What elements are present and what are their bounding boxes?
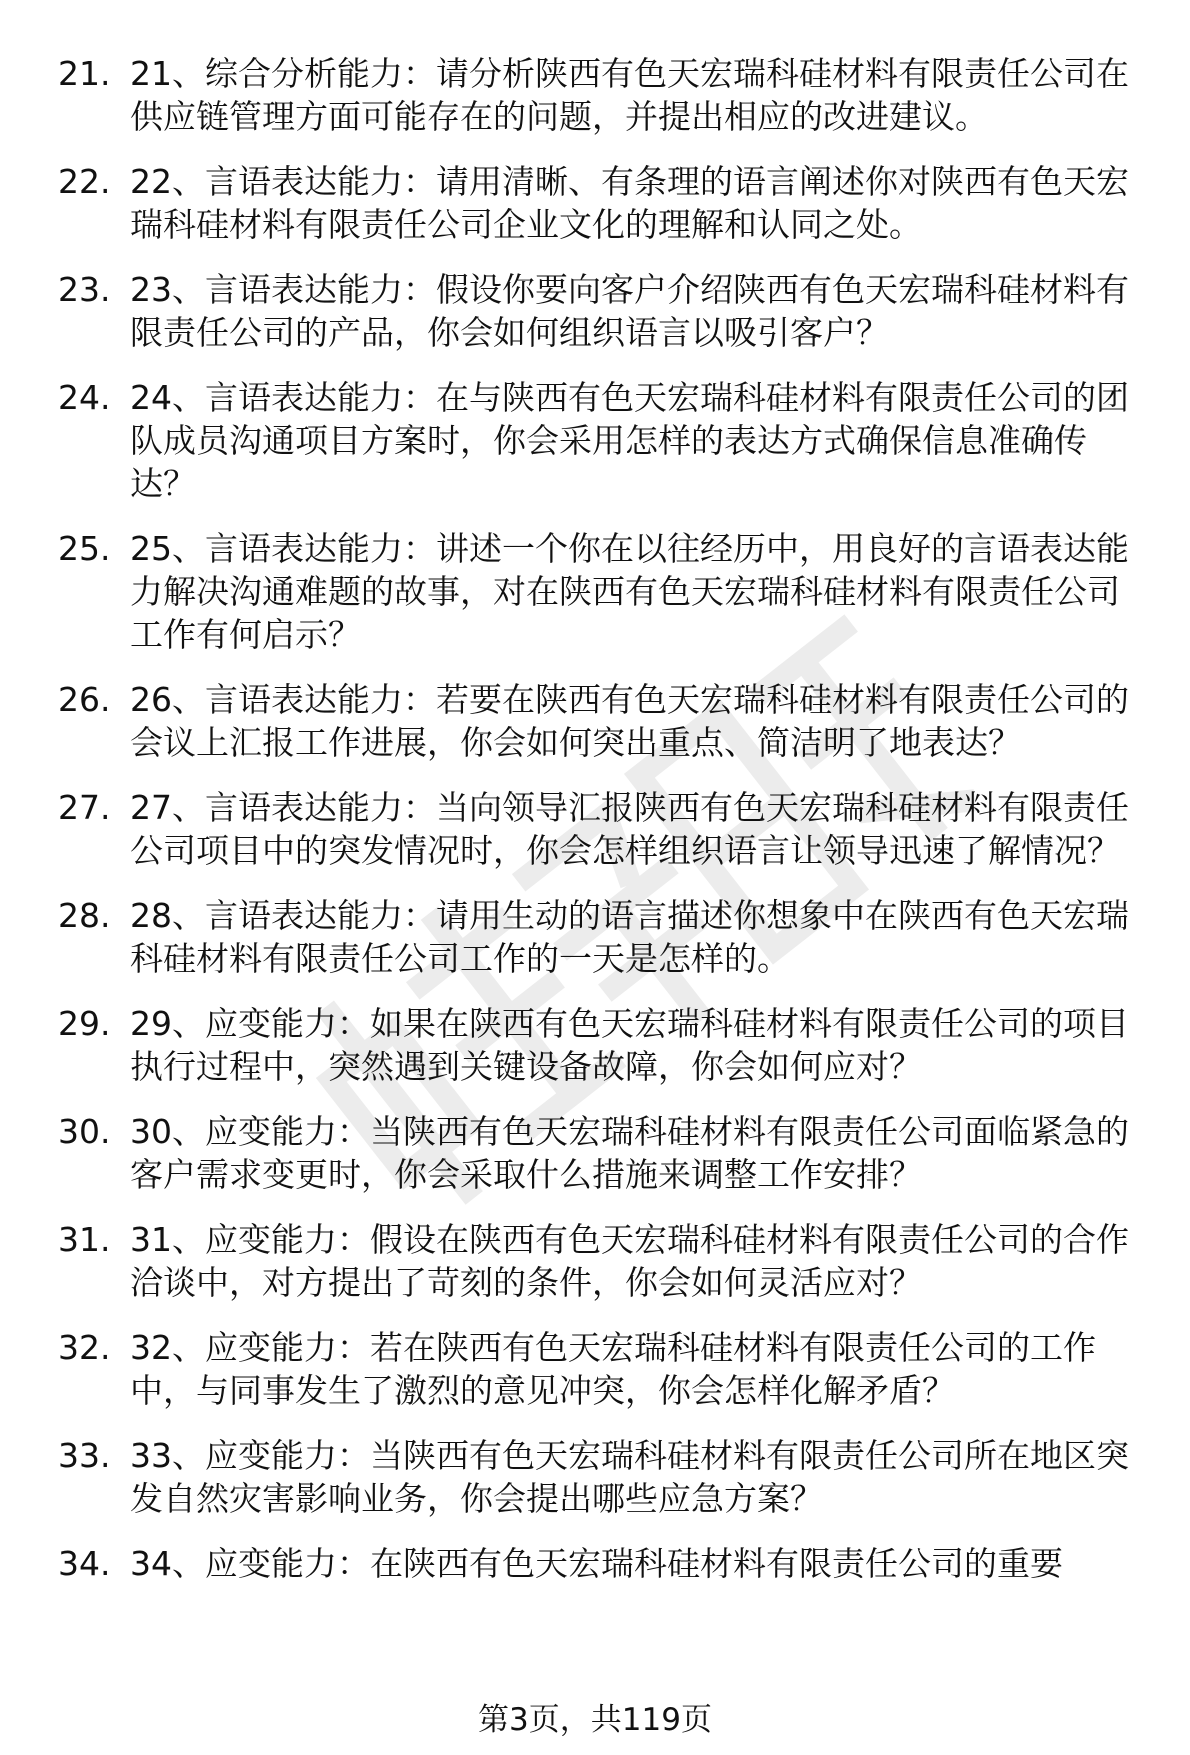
list-item [58,1434,1150,1520]
item-text: 32、应变能力：若在陕西有色天宏瑞科硅材料有限责任公司的工作中，与同事发生了激烈的意见冲突，你会怎样化解矛盾？ [130,1328,1096,1410]
list-item [58,678,1150,764]
item-number: 21. [58,54,111,93]
list-item [58,268,1150,354]
page-footer: 第3页，共119页 [478,1702,712,1738]
question-list [58,52,1150,1607]
item-number: 28. [58,896,111,935]
list-item [58,376,1150,505]
item-number: 34. [58,1544,111,1583]
list-item [58,1326,1150,1412]
item-text: 30、应变能力：当陕西有色天宏瑞科硅材料有限责任公司面临紧急的客户需求变更时，你会采取什么措施来调整工作安排？ [130,1112,1129,1194]
item-text: 28、言语表达能力：请用生动的语言描述你想象中在陕西有色天宏瑞科硅材料有限责任公司工作的一天是怎样的。 [130,896,1129,978]
item-text: 23、言语表达能力：假设你要向客户介绍陕西有色天宏瑞科硅材料有限责任公司的产品，你会如何组织语言以吸引客户？ [130,270,1129,352]
item-number: 33. [58,1436,111,1475]
item-number: 26. [58,680,111,719]
list-item [58,160,1150,246]
item-text: 31、应变能力：假设在陕西有色天宏瑞科硅材料有限责任公司的合作洽谈中，对方提出了苛刻的条件，你会如何灵活应对？ [130,1220,1129,1302]
list-item [58,1110,1150,1196]
item-number: 32. [58,1328,111,1367]
item-text: 27、言语表达能力：当向领导汇报陕西有色天宏瑞科硅材料有限责任公司项目中的突发情况时，你会怎样组织语言让领导迅速了解情况？ [130,788,1129,870]
item-number: 31. [58,1220,111,1259]
list-item [58,894,1150,980]
item-number: 29. [58,1004,111,1043]
list-item [58,1542,1150,1585]
item-text: 25、言语表达能力：讲述一个你在以往经历中，用良好的言语表达能力解决沟通难题的故事，对在陕西有色天宏瑞科硅材料有限责任公司工作有何启示？ [130,529,1129,654]
item-number: 24. [58,378,111,417]
list-item [58,1218,1150,1304]
item-number: 22. [58,162,111,201]
list-item [58,527,1150,656]
item-text: 22、言语表达能力：请用清晰、有条理的语言阐述你对陕西有色天宏瑞科硅材料有限责任公司企业文化的理解和认同之处。 [130,162,1129,244]
item-text: 24、言语表达能力：在与陕西有色天宏瑞科硅材料有限责任公司的团队成员沟通项目方案时，你会采用怎样的表达方式确保信息准确传达？ [130,378,1129,503]
list-item [58,1002,1150,1088]
item-text: 26、言语表达能力：若要在陕西有色天宏瑞科硅材料有限责任公司的会议上汇报工作进展，你会如何突出重点、简洁明了地表达？ [130,680,1129,762]
item-text: 33、应变能力：当陕西有色天宏瑞科硅材料有限责任公司所在地区突发自然灾害影响业务，你会提出哪些应急方案？ [130,1436,1129,1518]
item-number: 30. [58,1112,111,1151]
list-item [58,786,1150,872]
item-text: 29、应变能力：如果在陕西有色天宏瑞科硅材料有限责任公司的项目执行过程中，突然遇到关键设备故障，你会如何应对？ [130,1004,1129,1086]
list-item [58,52,1150,138]
item-number: 23. [58,270,111,309]
item-number: 25. [58,529,111,568]
item-number: 27. [58,788,111,827]
item-text: 34、应变能力：在陕西有色天宏瑞科硅材料有限责任公司的重要 [130,1544,1063,1583]
item-text: 21、综合分析能力：请分析陕西有色天宏瑞科硅材料有限责任公司在供应链管理方面可能存在的问题，并提出相应的改进建议。 [130,54,1129,136]
